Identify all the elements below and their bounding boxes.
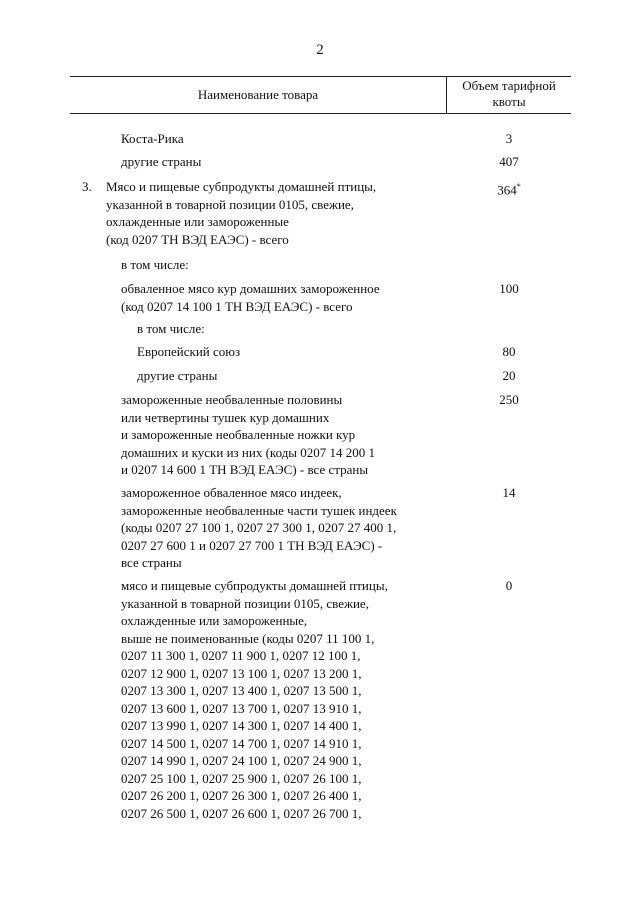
row-text: мясо и пищевые субпродукты домашней птицы, указанной в товарной позиции 0105, свежие, охлажденные или замороженные, выше не поименованные (коды 0207 11 100 1, 0207 11 300 1, 0207 11 900 1, 0207 12 100 1, 0207 12 900 1, 0207 13 100 1, 0207 13 200 1, 0207 13 300 1, 0207 13 400 1, 0207 13 500 1, 0207 13 600 1, 0207 13 700 1, 0207 13 910 1, 0207 13 990 1, 0207 14 300 1, 0207 14 400 1, 0207 14 500 1, 0207 14 700 1, 0207 14 910 1, 0207 14 990 1, 0207 24 100 1, 0207 24 900 1, 0207 25 100 1, 0207 25 900 1, 0207 26 100 1, 0207 26 200 1, 0207 26 300 1, 0207 26 400 1, 0207 26 500 1, 0207 26 600 1, 0207 26 700 1, xyxy=(121,578,388,821)
row-value: 14 xyxy=(502,485,516,500)
row-value: 250 xyxy=(499,392,519,407)
row-value: 20 xyxy=(502,368,516,383)
row-text: другие страны xyxy=(121,154,202,169)
row-text: другие страны xyxy=(137,368,218,383)
table-header-bottom-rule xyxy=(70,113,571,114)
row-number: 3. xyxy=(82,179,92,194)
row-text: замороженные необваленные половины или четвертины тушек кур домашних и замороженные необваленные ножки кур домашних и куски из них (коды 0207 14 200 1 и 0207 14 600 1 ТН ВЭД ЕАЭС) - все страны xyxy=(121,392,376,477)
column-header-name: Наименование товара xyxy=(197,87,319,102)
row-text: Коста-Рика xyxy=(121,131,184,146)
column-header-quota xyxy=(447,78,571,110)
table-header-top-rule xyxy=(70,76,571,77)
row-value: 80 xyxy=(502,344,516,359)
row-value: 0 xyxy=(505,578,513,593)
row-text: в том числе: xyxy=(137,321,205,336)
row-value: 407 xyxy=(499,154,519,169)
row-text: в том числе: xyxy=(121,257,189,272)
footnote-mark: * xyxy=(516,182,521,191)
column-header-quota-line2: квоты xyxy=(492,94,526,109)
row-text: обваленное мясо кур домашних замороженное (код 0207 14 100 1 ТН ВЭД ЕАЭС) - всего xyxy=(121,281,380,314)
page-number: 2 xyxy=(316,42,324,58)
row-value: 3 xyxy=(505,131,513,146)
row-value: 100 xyxy=(499,281,519,296)
row-text: Европейский союз xyxy=(137,344,241,359)
row-text: Мясо и пищевые субпродукты домашней птицы, указанной в товарной позиции 0105, свежие, охлажденные или замороженные (код 0207 ТН ВЭД ЕАЭС) - всего xyxy=(106,179,377,247)
row-value xyxy=(447,178,571,198)
row-text: замороженное обваленное мясо индеек, замороженные необваленные части тушек индеек (коды 0207 27 100 1, 0207 27 300 1, 0207 27 400 1, 0207 27 600 1 и 0207 27 700 1 ТН ВЭД ЕАЭС) - все страны xyxy=(121,485,397,570)
column-header-quota-line1: Объем тарифной xyxy=(462,78,556,93)
row-value-number: 364 xyxy=(497,182,517,198)
